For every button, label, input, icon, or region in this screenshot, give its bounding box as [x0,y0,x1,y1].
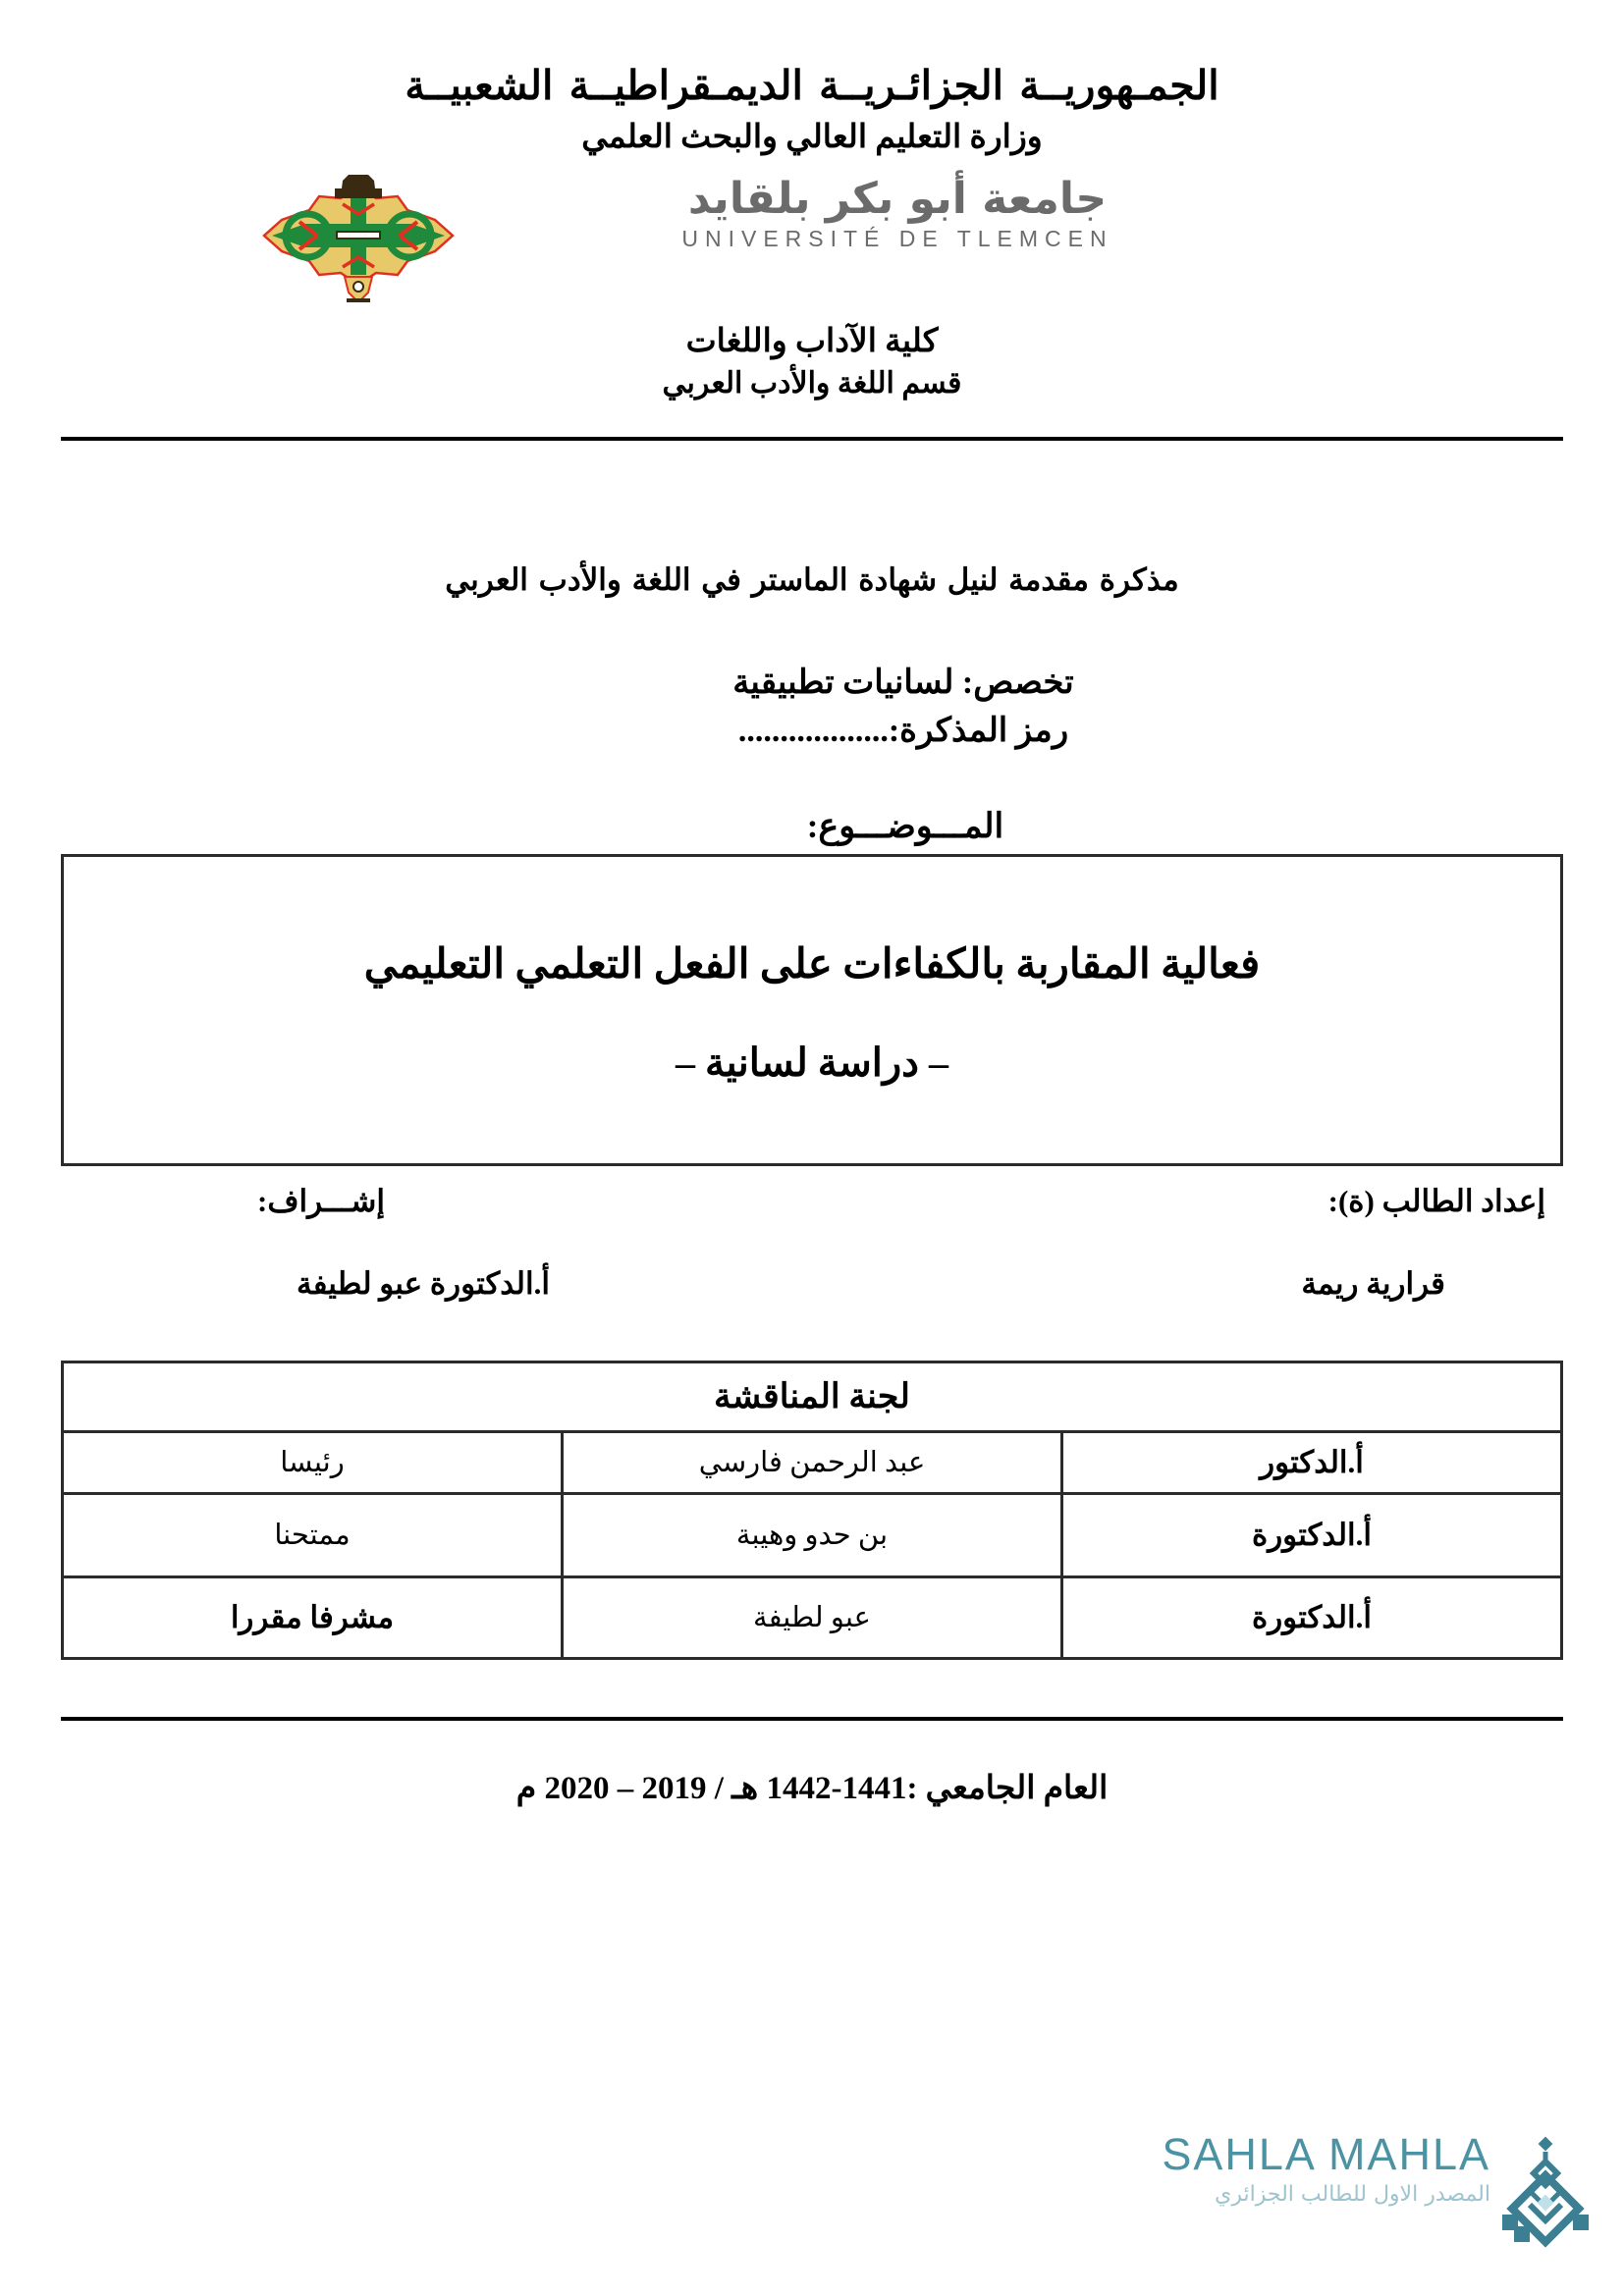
header-divider [61,437,1563,441]
university-name-arabic: جامعة أبو بكر بلقايد [687,174,1108,225]
ministry-title: وزارة التعليم العالي والبحث العلمي [581,120,1043,156]
student-label: إعداد الطالب (ة): [1327,1183,1545,1218]
committee-table [61,1361,1563,1660]
submission-statement: مذكرة مقدمة لنيل شهادة الماستر في اللغة والأدب العربي [445,562,1179,598]
page-header [0,0,1624,159]
committee-role: ممتحنا [63,1493,563,1576]
student-name: قرارية ريمة [1301,1265,1445,1301]
committee-name: بن حدو وهيبة [563,1493,1062,1576]
department-name: قسم اللغة والأدب العربي [662,366,962,400]
watermark [1098,2129,1608,2279]
faculty-block [0,320,1624,403]
committee-role: مشرفا مقررا [63,1576,563,1658]
republic-title: الجمـهوريــة الجزائـريــة الديمـقراطيــة الشعبيــة [405,63,1219,108]
people-labels-row [61,1184,1563,1219]
watermark-subtitle: المصدر الاول للطالب الجزائري [1215,2182,1490,2207]
faculty-name: كلية الآداب واللغات [685,324,939,360]
committee-rank: أ.الدكتورة [1062,1493,1562,1576]
specialization-block [0,659,1624,756]
table-header-row [63,1362,1562,1431]
committee-rank: أ.الدكتورة [1062,1576,1562,1658]
people-names-row [61,1266,1563,1302]
committee-name: عبو لطيفة [563,1576,1062,1658]
thesis-code-line: رمز المذكرة:.................. [737,713,1069,750]
watermark-text [1098,2129,1490,2207]
university-crest-icon [260,175,457,302]
subject-label: المـــوضـــوع: [806,806,1004,845]
table-row [63,1576,1562,1658]
university-row [0,169,1624,316]
table-row [63,1493,1562,1576]
thesis-title-main: فعالية المقاربة بالكفاءات على الفعل التعلمي التعليمي [363,941,1261,988]
supervisor-name: أ.الدكتورة عبو لطيفة [297,1265,550,1301]
supervisor-label: إشـــراف: [257,1183,386,1218]
speciality-line: تخصص: لسانيات تطبيقية [732,665,1074,702]
committee-name: عبد الرحمن فارسي [563,1431,1062,1493]
academic-year: العام الجامعي :1441-1442 هـ / 2019 – 2020 م [515,1770,1109,1806]
committee-title: لجنة المناقشة [63,1362,1562,1431]
thesis-title-subtitle: – دراسة لسانية – [676,1040,948,1085]
university-names [583,174,1212,252]
committee-rank: أ.الدكتور [1062,1431,1562,1493]
table-row [63,1431,1562,1493]
footer-divider [61,1717,1563,1721]
committee-role: رئيسا [63,1431,563,1493]
university-name-french: UNIVERSITÉ DE TLEMCEN [681,226,1113,252]
amazigh-diamond-icon [1494,2134,1597,2257]
subject-box [61,854,1563,1166]
watermark-title: SAHLA MAHLA [1162,2129,1490,2179]
